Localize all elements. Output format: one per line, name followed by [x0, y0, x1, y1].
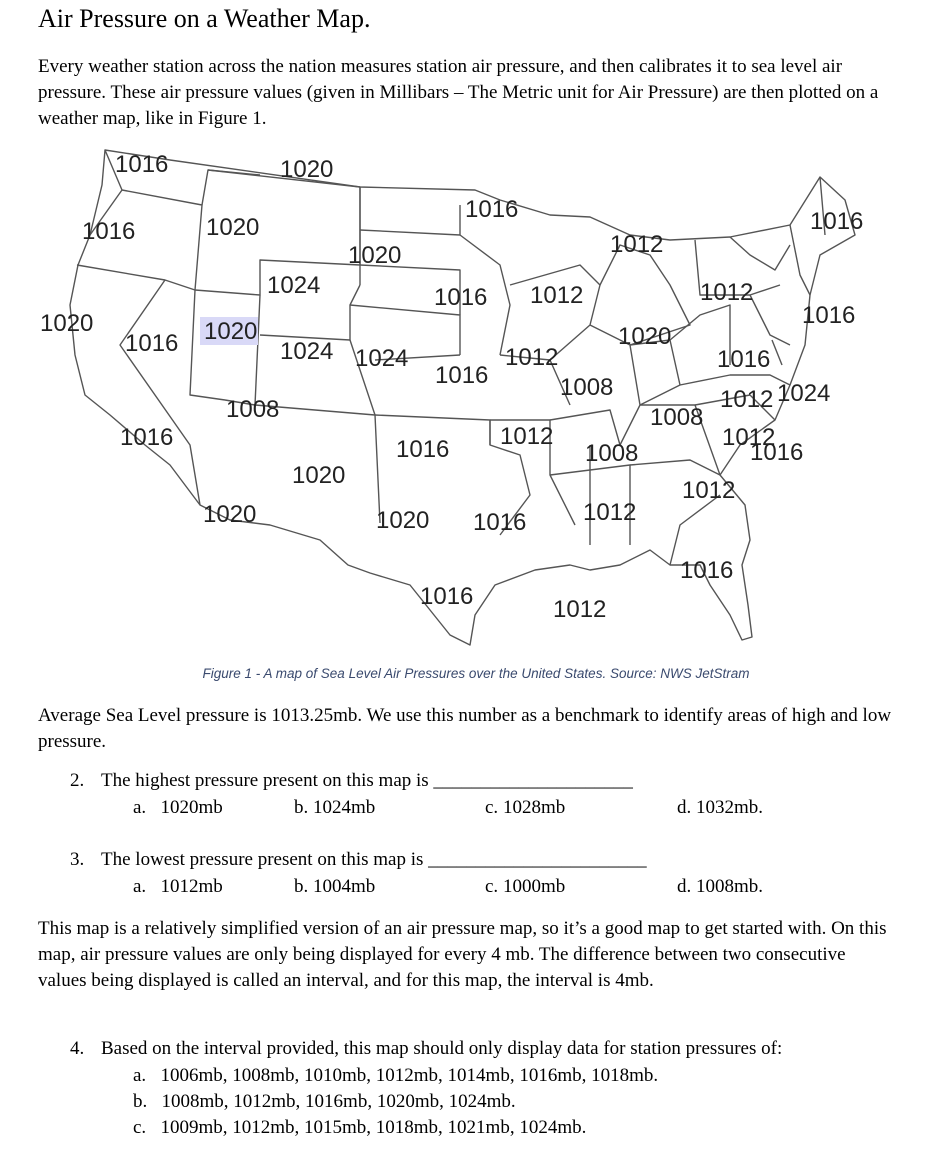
pressure-label: 1008: [560, 374, 614, 401]
pressure-label: 1016: [82, 218, 136, 245]
pressure-label: 1012: [505, 344, 559, 371]
pressure-label: 1012: [682, 477, 736, 504]
pressure-label: 1016: [420, 583, 474, 610]
pressure-label: 1012: [583, 499, 637, 526]
pressure-label: 1008: [226, 396, 280, 423]
question-4: [70, 1038, 782, 1060]
pressure-label: 1016: [434, 284, 488, 311]
q3-option-d: d. 1008mb.: [677, 876, 764, 897]
pressure-map: [30, 145, 890, 655]
interval-paragraph: This map is a relatively simplified version of an air pressure map, so it’s a good map to get started with. On this map, air pressure values are only being displayed for every 4 mb. The difference between two consecutive values being displayed is called an interval, and for this map, the interval is 4mb.: [38, 918, 887, 991]
q4-option-b: b. 1008mb, 1012mb, 1016mb, 1020mb, 1024mb.: [133, 1091, 516, 1112]
pressure-label: 1016: [396, 436, 450, 463]
q3-option-b: b. 1004mb: [294, 876, 376, 897]
q4-option-a: a. 1006mb, 1008mb, 1010mb, 1012mb, 1014mb, 1016mb, 1018mb.: [133, 1065, 659, 1086]
pressure-label: 1024: [280, 338, 334, 365]
pressure-label: 1020: [40, 310, 94, 337]
question-text: The highest pressure present on this map is _____________________: [101, 770, 633, 791]
figure-caption: Figure 1 - A map of Sea Level Air Pressures over the United States. Source: NWS JetStram: [202, 666, 750, 681]
question-text: Based on the interval provided, this map should only display data for station pressures of:: [101, 1038, 783, 1059]
pressure-label: 1016: [802, 302, 856, 329]
question-number: 3.: [70, 849, 85, 870]
us-map-svg: [30, 145, 890, 655]
pressure-label: 1024: [777, 380, 831, 407]
benchmark-paragraph: Average Sea Level pressure is 1013.25mb. We use this number as a benchmark to identify areas of high and low pressure.: [38, 705, 892, 752]
page-title: Air Pressure on a Weather Map.: [38, 4, 371, 33]
pressure-label: 1012: [530, 282, 584, 309]
pressure-label: 1012: [553, 596, 607, 623]
pressure-label: 1016: [717, 346, 771, 373]
pressure-label: 1020: [618, 323, 672, 350]
pressure-label: 1020: [348, 242, 402, 269]
pressure-label: 1020: [203, 501, 257, 528]
pressure-label: 1012: [610, 231, 664, 258]
intro-paragraph: Every weather station across the nation measures station air pressure, and then calibrates it to sea level air pressure. These air pressure values (given in Millibars – The Metric unit for Air Pressure) are then plotted on a weather map, like in Figure 1.: [38, 56, 879, 129]
q3-option-c: c. 1000mb: [485, 876, 566, 897]
pressure-label: 1016: [810, 208, 864, 235]
question-3: [70, 849, 647, 871]
map-labels: [40, 151, 863, 623]
pressure-label: 1020: [204, 318, 258, 345]
pressure-label: 1016: [465, 196, 519, 223]
pressure-label: 1020: [292, 462, 346, 489]
pressure-label: 1008: [650, 404, 704, 431]
pressure-label: 1012: [700, 279, 754, 306]
q4-option-c: c. 1009mb, 1012mb, 1015mb, 1018mb, 1021mb, 1024mb.: [133, 1117, 587, 1138]
pressure-label: 1020: [206, 214, 260, 241]
pressure-label: 1016: [473, 509, 527, 536]
pressure-label: 1012: [500, 423, 554, 450]
pressure-label: 1012: [722, 424, 776, 451]
pressure-label: 1024: [267, 272, 321, 299]
question-number: 2.: [70, 770, 85, 791]
pressure-label: 1016: [115, 151, 169, 178]
pressure-label: 1016: [435, 362, 489, 389]
pressure-label: 1016: [125, 330, 179, 357]
question-text: The lowest pressure present on this map is _______________________: [101, 849, 647, 870]
q3-option-a: a. 1012mb: [133, 876, 223, 897]
pressure-label: 1016: [680, 557, 734, 584]
pressure-label: 1012: [720, 386, 774, 413]
pressure-label: 1020: [376, 507, 430, 534]
pressure-label: 1024: [355, 345, 409, 372]
pressure-label: 1020: [280, 156, 334, 183]
q2-option-b: b. 1024mb: [294, 797, 376, 818]
pressure-label: 1016: [750, 439, 804, 466]
q2-option-c: c. 1028mb: [485, 797, 566, 818]
q2-option-a: a. 1020mb: [133, 797, 223, 818]
pressure-label: 1016: [120, 424, 174, 451]
pressure-label: 1008: [585, 440, 639, 467]
q2-option-d: d. 1032mb.: [677, 797, 764, 818]
question-number: 4.: [70, 1038, 85, 1059]
question-2: [70, 770, 633, 792]
